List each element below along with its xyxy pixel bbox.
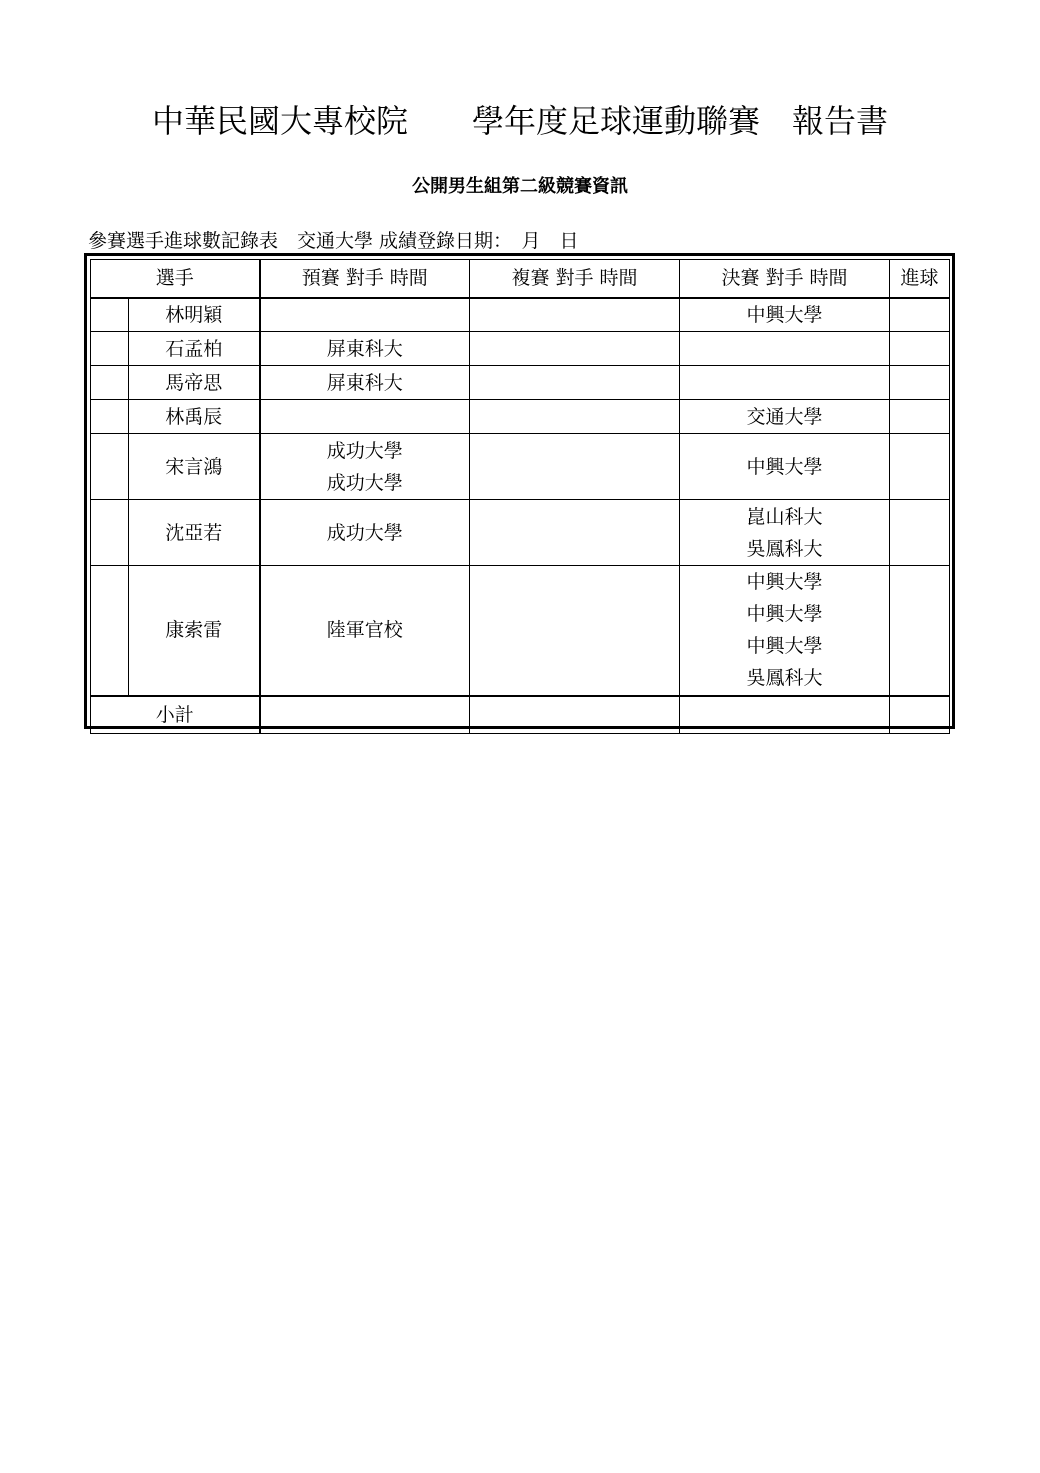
row-number-cell (91, 332, 129, 366)
column-header-final: 決賽 對手 時間 (680, 260, 890, 298)
row-number-cell (91, 434, 129, 500)
final-opponent: 中興大學 (746, 455, 823, 478)
goals-cell (890, 366, 950, 400)
column-header-goals: 進球 (890, 260, 950, 298)
subtotal-goals (890, 696, 950, 734)
table-row (91, 434, 950, 500)
semi-opponents-cell (470, 400, 680, 434)
column-header-prelim: 預賽 對手 時間 (260, 260, 470, 298)
player-name: 石孟柏 (129, 332, 260, 366)
semi-opponents-cell (470, 500, 680, 566)
final-opponents-cell (680, 434, 890, 500)
record-line: 參賽選手進球數記錄表 交通大學 成績登錄日期： 月 日 (88, 230, 579, 252)
final-opponent: 中興大學 (746, 635, 823, 658)
final-opponent: 吳鳳科大 (746, 667, 823, 690)
table-row (91, 500, 950, 566)
player-name: 林禹辰 (129, 400, 260, 434)
final-opponent: 崑山科大 (746, 505, 823, 528)
final-opponents-cell (680, 298, 890, 332)
column-header-player: 選手 (91, 260, 260, 298)
subtotal-label: 小計 (91, 696, 260, 734)
semi-opponents-cell (470, 434, 680, 500)
prelim-opponents-cell (260, 434, 470, 500)
row-number-cell (91, 400, 129, 434)
prelim-opponents-cell (260, 566, 470, 696)
goals-cell (890, 434, 950, 500)
table-row (91, 332, 950, 366)
final-opponent: 中興大學 (746, 571, 823, 594)
goals-cell (890, 298, 950, 332)
subtotal-semi (470, 696, 680, 734)
prelim-opponents-cell (260, 332, 470, 366)
document-subtitle: 公開男生組第二級競賽資訊 (412, 176, 628, 197)
player-name: 沈亞若 (129, 500, 260, 566)
prelim-opponents-cell (260, 500, 470, 566)
goals-cell (890, 500, 950, 566)
goals-cell (890, 566, 950, 696)
table-row (91, 566, 950, 696)
final-opponents-cell (680, 332, 890, 366)
prelim-opponent: 屏東科大 (326, 371, 403, 394)
prelim-opponent: 陸軍官校 (326, 619, 403, 642)
player-name: 馬帝思 (129, 366, 260, 400)
final-opponent: 中興大學 (746, 303, 823, 326)
prelim-opponent: 屏東科大 (326, 337, 403, 360)
player-name: 林明穎 (129, 298, 260, 332)
row-number-cell (91, 298, 129, 332)
final-opponents-cell (680, 400, 890, 434)
player-name: 康索雷 (129, 566, 260, 696)
semi-opponents-cell (470, 332, 680, 366)
row-number-cell (91, 366, 129, 400)
row-number-cell (91, 500, 129, 566)
final-opponent: 中興大學 (746, 603, 823, 626)
prelim-opponent: 成功大學 (326, 471, 403, 494)
final-opponents-cell (680, 566, 890, 696)
table-header-row (91, 260, 950, 298)
goals-cell (890, 332, 950, 366)
subtotal-row (91, 696, 950, 734)
prelim-opponent: 成功大學 (326, 521, 403, 544)
semi-opponents-cell (470, 566, 680, 696)
subtotal-prelim (260, 696, 470, 734)
subtotal-final (680, 696, 890, 734)
goal-record-table-frame (84, 253, 955, 729)
table-row (91, 366, 950, 400)
final-opponent: 交通大學 (746, 405, 823, 428)
table-row (91, 298, 950, 332)
goals-cell (890, 400, 950, 434)
column-header-semi: 複賽 對手 時間 (470, 260, 680, 298)
row-number-cell (91, 566, 129, 696)
prelim-opponent: 成功大學 (326, 439, 403, 462)
final-opponents-cell (680, 500, 890, 566)
prelim-opponents-cell (260, 366, 470, 400)
document-title: 中華民國大專校院 學年度足球運動聯賽 報告書 (151, 102, 888, 140)
final-opponents-cell (680, 366, 890, 400)
prelim-opponents-cell (260, 298, 470, 332)
table-row (91, 400, 950, 434)
semi-opponents-cell (470, 298, 680, 332)
player-name: 宋言鴻 (129, 434, 260, 500)
final-opponent: 吳鳳科大 (746, 537, 823, 560)
goal-record-table (90, 259, 950, 734)
table-body (91, 298, 950, 696)
semi-opponents-cell (470, 366, 680, 400)
prelim-opponents-cell (260, 400, 470, 434)
